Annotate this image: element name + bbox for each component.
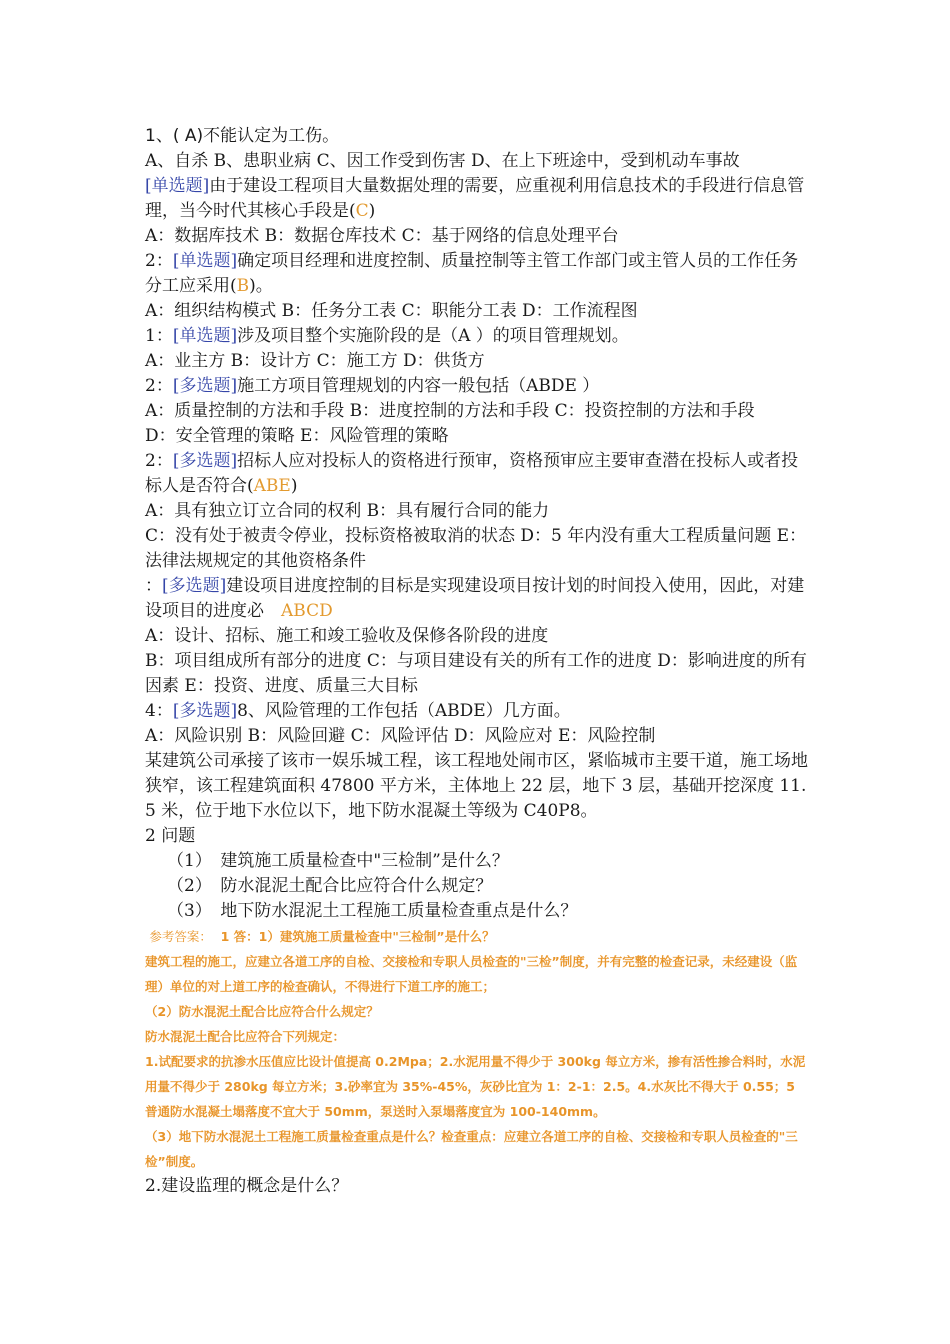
- question-3-text: 确定项目经理和进度控制、质量控制等主管工作部门或主管人员的工作任务分工应采用(: [145, 251, 799, 296]
- document-body: [145, 124, 810, 1199]
- question-6-text: 招标人应对投标人的资格进行预审，资格预审应主要审查潜在投标人或者投标人是否符合(: [145, 451, 799, 496]
- case-heading: 2 问题: [145, 826, 196, 846]
- question-8-text: 8、风险管理的工作包括（ABDE）几方面。: [237, 701, 571, 721]
- answer-2-lead: 防水混泥土配合比应符合下列规定：: [145, 1029, 346, 1044]
- question-4-options: A：业主方 B：设计方 C：施工方 D：供货方: [145, 351, 485, 371]
- question-type-tag: [单选题]: [172, 251, 238, 271]
- case-question-3: （3） 地下防水混泥土工程施工质量检查重点是什么？: [167, 901, 578, 921]
- question-6-options-1: A：具有独立订立合同的权利 B：具有履行合同的能力: [145, 501, 550, 521]
- question-6: [145, 449, 810, 499]
- question-4: [145, 324, 810, 349]
- answer-2-text: 1.试配要求的抗渗水压值应比设计值提高 0.2Mpa；2.水泥用量不得少于 300kg 每立方米，掺有活性掺合料时，水泥用量不得少于 280kg 每立方米；3.砂率宜为 35%-45%，灰砂比宜为 1：2-1：2.5。4.水灰比不得大于 0.55；5 普通防水混凝土塌落度不宜大于 50mm，泵送时入泵塌落度宜为 100-140mm。: [145, 1054, 806, 1119]
- question-2: [145, 174, 810, 224]
- reference-answer-block: [145, 924, 810, 1174]
- question-1-options: A、自杀 B、患职业病 C、因工作受到伤害 D、在上下班途中，受到机动车事故: [145, 151, 740, 171]
- question-3-prefix: 2：: [145, 251, 173, 271]
- question-3-answer: B: [236, 276, 250, 296]
- question-8-options: A：风险识别 B：风险回避 C：风险评估 D：风险应对 E：风险控制: [145, 726, 656, 746]
- question-2-text: 由于建设工程项目大量数据处理的需要，应重视利用信息技术的手段进行信息管理，当今时代其核心手段是(: [145, 176, 805, 221]
- final-question: 2.建设监理的概念是什么？: [145, 1176, 349, 1196]
- question-type-tag: [多选题]: [162, 576, 227, 596]
- question-4-text: 涉及项目整个实施阶段的是（A ）的项目管理规划。: [237, 326, 629, 346]
- question-type-tag: [多选题]: [172, 701, 238, 721]
- question-3-text-end: )。: [249, 276, 273, 296]
- question-7-options-1: A：设计、招标、施工和竣工验收及保修各阶段的进度: [145, 626, 549, 646]
- question-7-prefix: ：: [145, 576, 162, 596]
- question-4-prefix: 1：: [145, 326, 173, 346]
- question-6-answer: ABE: [253, 476, 291, 496]
- answer-1-title-text: 1 答：1）建筑施工质量检查中"三检制”是什么？: [220, 929, 495, 944]
- question-6-options-2: C：没有处于被责令停业，投标资格被取消的状态 D：5 年内没有重大工程质量问题 E：法律法规规定的其他资格条件: [145, 526, 807, 571]
- answer-2-title: （2）防水混泥土配合比应符合什么规定？: [145, 1004, 379, 1019]
- question-7-options-2: B：项目组成所有部分的进度 C：与项目建设有关的所有工作的进度 D：影响进度的所有因素 E：投资、进度、质量三大目标: [145, 651, 807, 696]
- question-6-prefix: 2：: [145, 451, 173, 471]
- question-2-text-end: ): [368, 201, 376, 221]
- question-5-text: 施工方项目管理规划的内容一般包括（ABDE ）: [237, 376, 600, 396]
- question-type-tag: [单选题]: [172, 326, 238, 346]
- question-2-options: A：数据库技术 B：数据仓库技术 C：基于网络的信息处理平台: [145, 226, 619, 246]
- question-5: [145, 374, 810, 399]
- question-7-text: 建设项目进度控制的目标是实现建设项目按计划的时间投入使用，因此，对建设项目的进度必: [145, 576, 805, 621]
- question-5-options-2: D：安全管理的策略 E：风险管理的策略: [145, 426, 449, 446]
- answer-1-title: [145, 924, 810, 949]
- case-question-2: （2） 防水混泥土配合比应符合什么规定？: [167, 876, 493, 896]
- question-3: [145, 249, 810, 299]
- question-5-options-1: A：质量控制的方法和手段 B：进度控制的方法和手段 C：投资控制的方法和手段: [145, 401, 755, 421]
- question-1: 1、( A)不能认定为工伤。: [145, 126, 340, 146]
- question-type-tag: [多选题]: [172, 451, 238, 471]
- answer-1-text: 建筑工程的施工，应建立各道工序的自检、交接检和专职人员检查的"三检”制度，并有完整的检查记录，未经建设（监理）单位的对上道工序的检查确认，不得进行下道工序的施工；: [145, 954, 798, 994]
- question-5-prefix: 2：: [145, 376, 173, 396]
- question-type-tag: [单选题]: [145, 176, 210, 196]
- question-7-answer: ABCD: [281, 601, 333, 621]
- question-8: [145, 699, 810, 724]
- reference-answer-label: 参考答案：: [149, 929, 212, 944]
- question-type-tag: [多选题]: [172, 376, 238, 396]
- question-3-options: A：组织结构模式 B：任务分工表 C：职能分工表 D：工作流程图: [145, 301, 638, 321]
- question-2-answer: C: [355, 201, 369, 221]
- question-6-text-end: ): [290, 476, 298, 496]
- question-8-prefix: 4：: [145, 701, 173, 721]
- answer-3-text: （3）地下防水混泥土工程施工质量检查重点是什么？检查重点：应建立各道工序的自检、交接检和专职人员检查的"三检”制度。: [145, 1129, 798, 1169]
- question-7: [145, 574, 810, 624]
- case-description: 某建筑公司承接了该市一娱乐城工程，该工程地处闹市区，紧临城市主要干道，施工场地狭窄，该工程建筑面积 47800 平方米，主体地上 22 层，地下 3 层，基础开挖深度 11.5 米，位于地下水位以下，地下防水混凝土等级为 C40P8。: [145, 751, 808, 821]
- case-question-1: （1） 建筑施工质量检查中"三检制”是什么？: [167, 851, 509, 871]
